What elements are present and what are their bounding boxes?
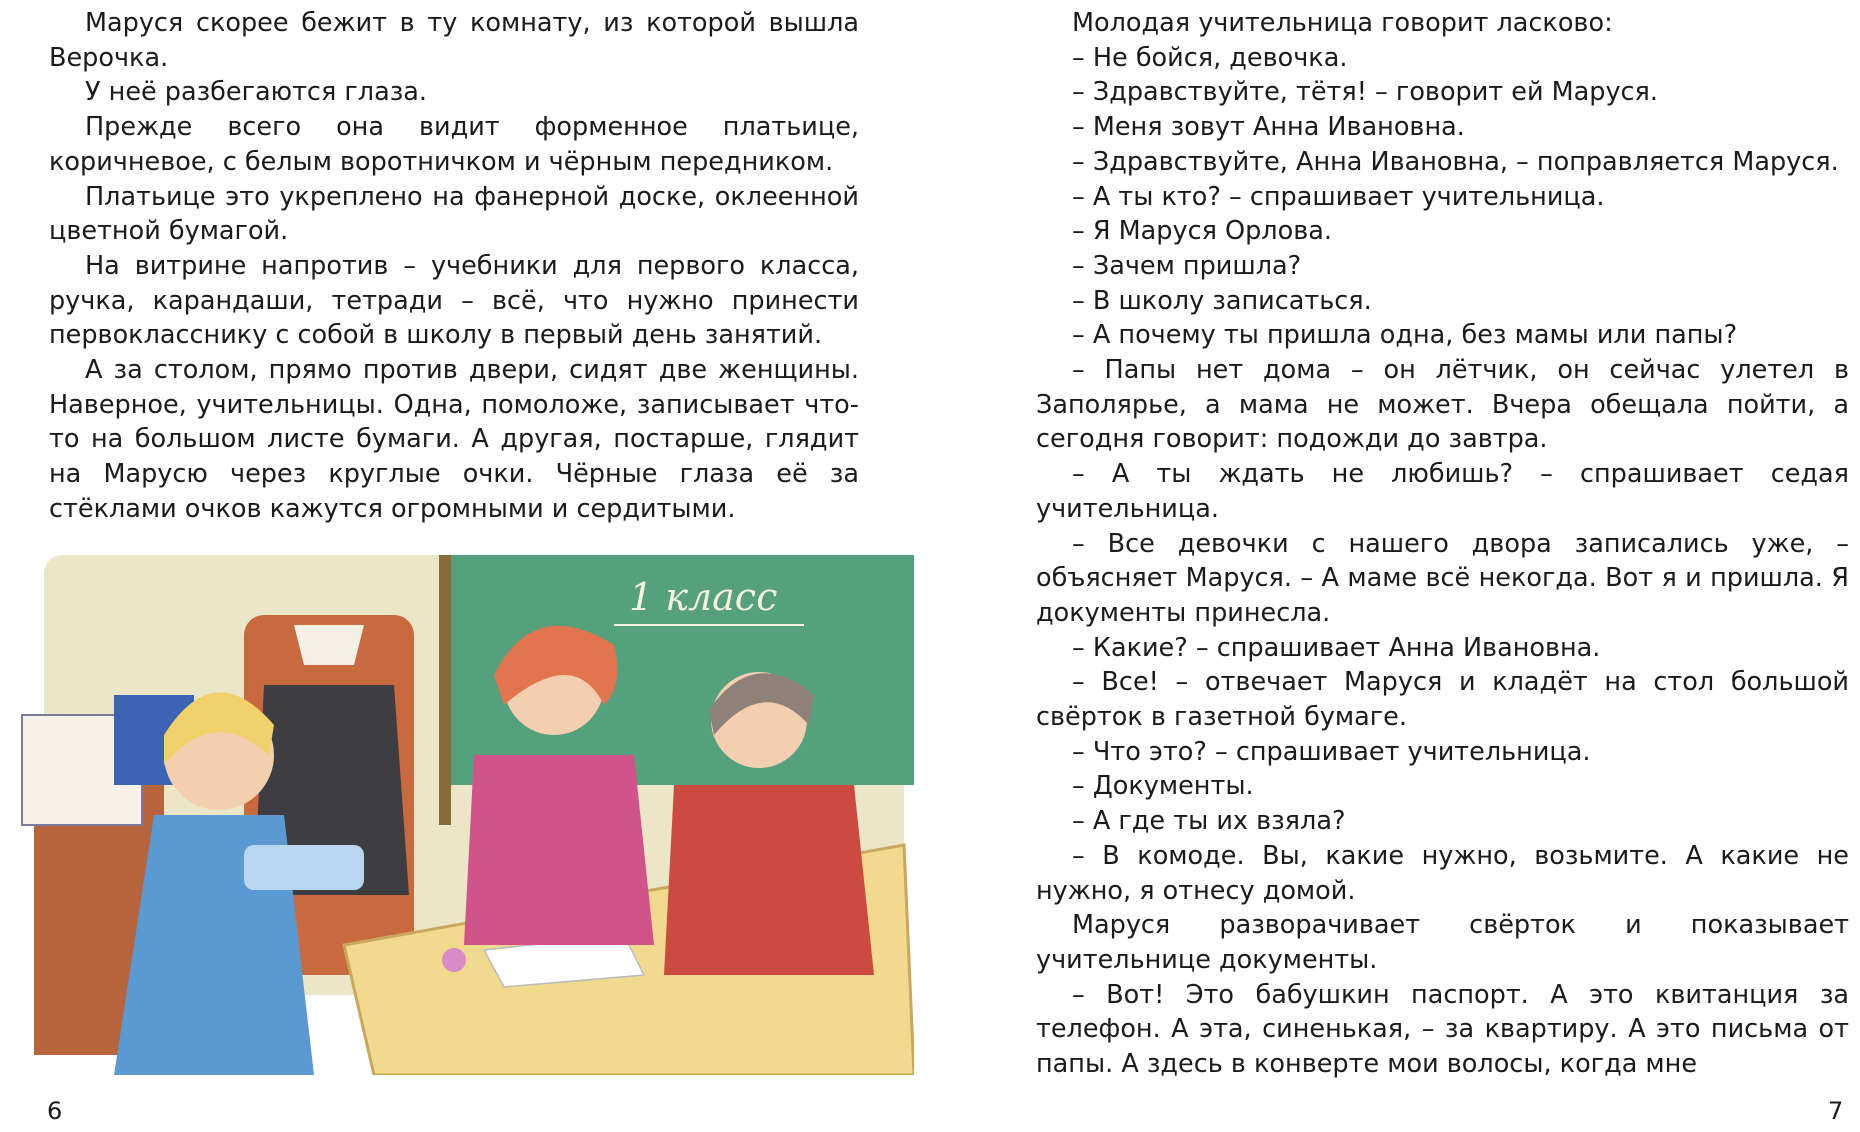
dialogue-line: – В школу записаться. bbox=[1072, 285, 1372, 316]
paragraph: Маруся разворачивает свёрток и показывает учительнице документы. bbox=[1036, 910, 1849, 975]
dialogue-line: – В комоде. Вы, какие нужно, возьмите. А какие не нужно, я отнесу домой. bbox=[1036, 840, 1849, 906]
classroom-illustration bbox=[14, 555, 914, 1075]
page-number-left: 6 bbox=[47, 1097, 63, 1125]
dialogue-line: – Вот! Это бабушкин паспорт. А это квитанция за телефон. А эта, синенькая, – за квартиру. А это письма от папы. А здесь в конверте мои волосы, когда мне bbox=[1036, 979, 1849, 1080]
dialogue-line: – А ты кто? – спрашивает учительница. bbox=[1072, 181, 1605, 212]
paragraph: Молодая учительница говорит ласково: bbox=[1072, 8, 1613, 38]
board-writing: 1 класс bbox=[629, 575, 778, 619]
collar bbox=[294, 625, 364, 665]
older-teacher-jacket bbox=[664, 785, 874, 975]
dialogue-line: – Все! – отвечает Маруся и кладёт на стол большой свёрток в газетной бумаге. bbox=[1036, 667, 1849, 733]
dialogue-line: – Я Маруся Орлова. bbox=[1072, 216, 1332, 247]
dialogue-line: – Не бойся, девочка. bbox=[1072, 42, 1348, 73]
paragraph: Прежде всего она видит форменное платьице, коричневое, с белым воротничком и чёрным передником. bbox=[49, 112, 859, 177]
paragraph: На витрине напротив – учебники для первого класса, ручка, карандаши, тетради – всё, что нужно принести первокласснику с собой в школу в первый день занятий. bbox=[49, 250, 859, 351]
left-page-text bbox=[49, 6, 859, 527]
door-frame bbox=[439, 555, 451, 825]
dialogue-line: – Зачем пришла? bbox=[1072, 250, 1302, 281]
dialogue-line: – Здравствуйте, Анна Ивановна, – поправляется Маруся. bbox=[1072, 146, 1839, 177]
dialogue-line: – Какие? – спрашивает Анна Ивановна. bbox=[1072, 632, 1601, 663]
dialogue-line: – Здравствуйте, тётя! – говорит ей Маруся. bbox=[1072, 77, 1659, 108]
paragraph: Платьице это укреплено на фанерной доске, оклеенной цветной бумагой. bbox=[49, 181, 859, 247]
page-number-right: 7 bbox=[1828, 1097, 1844, 1125]
right-page-text bbox=[1036, 6, 1849, 1082]
right-page bbox=[930, 0, 1860, 1132]
paragraph: Маруся скорее бежит в ту комнату, из которой вышла Верочка. bbox=[49, 8, 859, 73]
paragraph: А за столом, прямо против двери, сидят две женщины. Наверное, учительницы. Одна, помоложе, записывает что-то на большом листе бумаги. А другая, постарше, глядит на Марусю через круглые очки. Чёрные глаза её за стёклами очков кажутся огромными и сердитыми. bbox=[49, 355, 859, 524]
dialogue-line: – Папы нет дома – он лётчик, он сейчас улетел в Заполярье, а мама не может. Вчера обещала пойти, а сегодня говорит: подожди до завтра. bbox=[1036, 355, 1849, 455]
dialogue-line: – Меня зовут Анна Ивановна. bbox=[1072, 112, 1465, 143]
paragraph: У неё разбегаются глаза. bbox=[85, 77, 428, 108]
dialogue-line: – А почему ты пришла одна, без мамы или папы? bbox=[1072, 320, 1738, 351]
inkwell bbox=[442, 948, 466, 972]
dialogue-line: – Документы. bbox=[1072, 771, 1254, 802]
dialogue-line: – Все девочки с нашего двора записались уже, – объясняет Маруся. – А маме всё некогда. Вот я и пришла. Я документы принесла. bbox=[1036, 528, 1849, 628]
young-teacher-blouse bbox=[464, 755, 654, 945]
bundle bbox=[244, 845, 364, 890]
dialogue-line: – А где ты их взяла? bbox=[1072, 806, 1346, 837]
dialogue-line: – А ты ждать не любишь? – спрашивает седая учительница. bbox=[1036, 459, 1849, 524]
dialogue-line: – Что это? – спрашивает учительница. bbox=[1072, 736, 1591, 767]
